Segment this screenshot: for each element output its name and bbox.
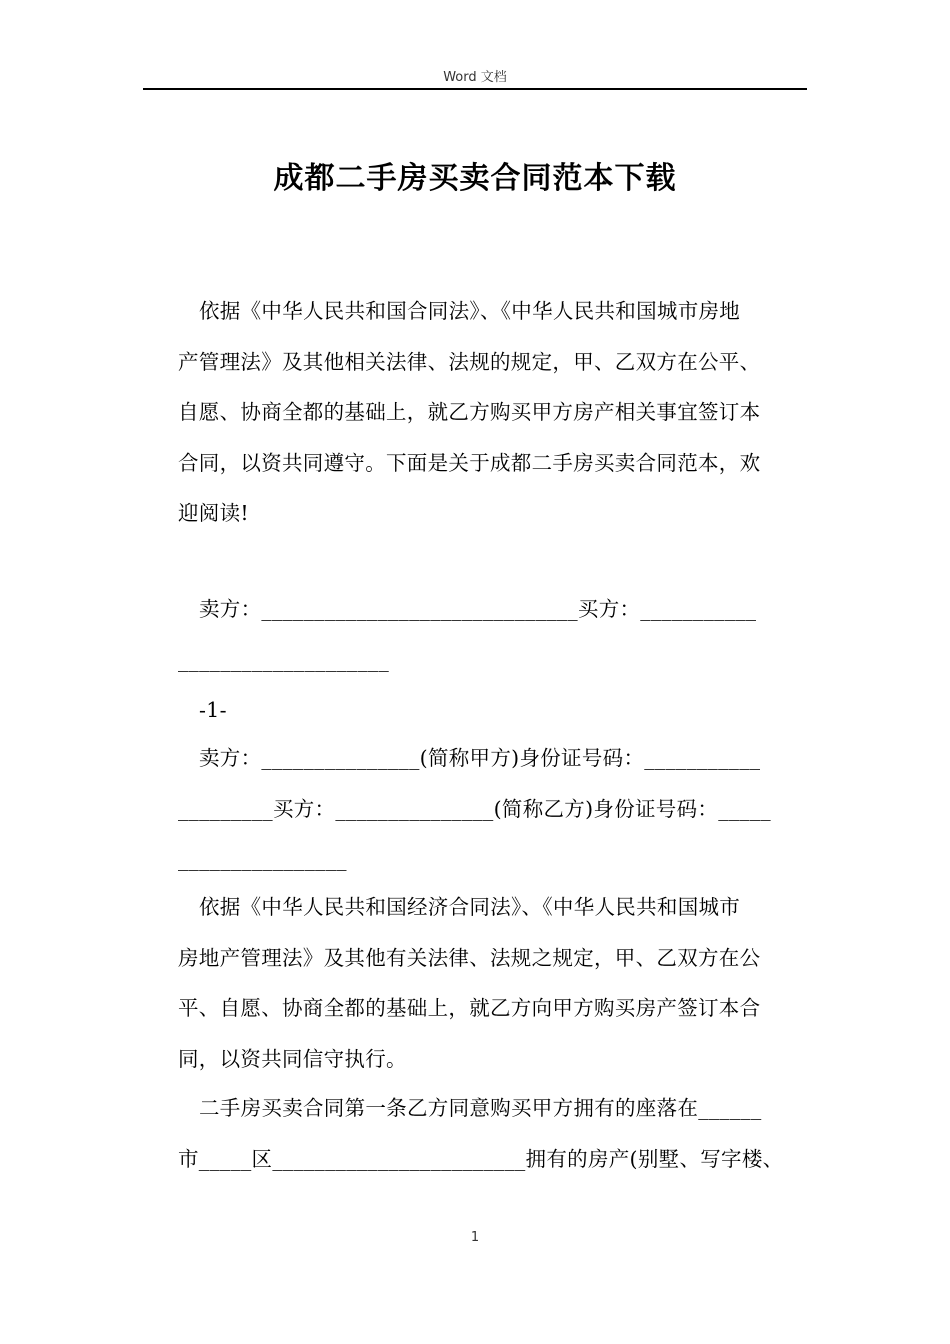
document-title: 成都二手房买卖合同范本下载	[273, 161, 677, 196]
header-label: Word 文档	[443, 70, 507, 85]
paragraph-line: 自愿、协商全都的基础上，就乙方购买甲方房产相关事宜签订本	[178, 400, 761, 424]
paragraph-line: 同，以资共同信守执行。	[178, 1046, 407, 1071]
seller-buyer-line: 卖方：______________________________买方：___________	[199, 597, 757, 621]
paragraph-line: 房地产管理法》及其他有关法律、法规之规定，甲、乙双方在公	[178, 945, 761, 970]
paragraph-line: 依据《中华人民共和国合同法》、《中华人民共和国城市房地	[199, 299, 741, 323]
page-header	[143, 66, 807, 90]
blank-line: ________________	[178, 847, 347, 871]
intro-paragraph	[178, 286, 808, 539]
blank-line: ____________________	[178, 647, 389, 672]
parties-block-1	[178, 584, 808, 736]
article-one-paragraph	[178, 1083, 808, 1184]
seller-id-line: 卖方：_______________(简称甲方)身份证号码：___________	[199, 746, 761, 770]
page-marker: -1-	[199, 698, 227, 722]
paragraph-line: 合同，以资共同遵守。下面是关于成都二手房买卖合同范本，欢	[178, 450, 761, 475]
paragraph-line: 产管理法》及其他相关法律、法规的规定，甲、乙双方在公平、	[178, 349, 761, 374]
paragraph-line: 二手房买卖合同第一条乙方同意购买甲方拥有的座落在______	[199, 1096, 762, 1120]
paragraph-line: 迎阅读!	[178, 501, 249, 525]
legal-basis-paragraph	[178, 882, 808, 1084]
parties-block-2	[178, 733, 808, 885]
buyer-id-line: _________买方：_______________(简称乙方)身份证号码：_____	[178, 796, 771, 821]
page-number: 1	[470, 1230, 480, 1245]
paragraph-line: 依据《中华人民共和国经济合同法》、《中华人民共和国城市	[199, 895, 741, 919]
paragraph-line: 平、自愿、协商全都的基础上，就乙方向甲方购买房产签订本合	[178, 996, 761, 1020]
paragraph-line: 市_____区________________________拥有的房产(别墅、写字楼、	[178, 1146, 784, 1171]
